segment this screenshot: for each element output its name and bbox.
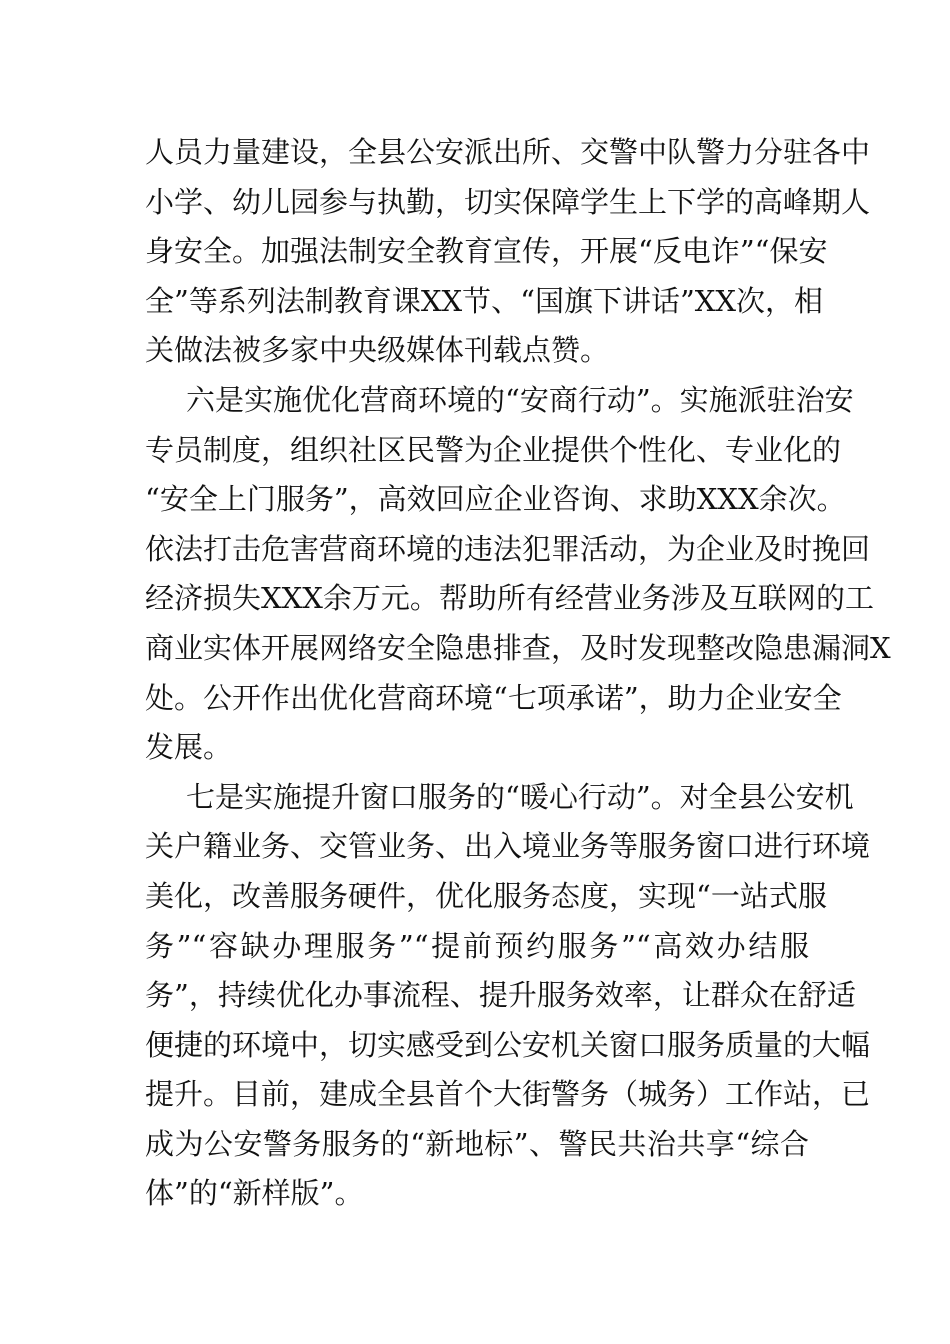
text-line: 发展。 — [145, 730, 233, 765]
text-line: 关户籍业务、交管业务、出入境业务等服务窗口进行环境 — [145, 829, 871, 864]
text-line: 务”“容缺办理服务”“提前预约服务”“高效办结服 — [145, 928, 809, 963]
text-line: 美化，改善服务硬件，优化服务态度，实现“一站式服 — [145, 878, 827, 913]
text-line: 体”的“新样版”。 — [145, 1176, 364, 1211]
text-line: 成为公安警务服务的“新地标”、警民共治共享“综合 — [145, 1126, 809, 1161]
text-line: 六是实施优化营商环境的“安商行动”。实施派驻治安 — [186, 382, 854, 417]
text-line: 便捷的环境中，切实感受到公安机关窗口服务质量的大幅 — [145, 1027, 871, 1062]
document-body — [145, 128, 891, 1219]
text-line: 经济损失XXX余万元。帮助所有经营业务涉及互联网的工 — [145, 581, 874, 616]
text-line: 务”，持续优化办事流程、提升服务效率，让群众在舒适 — [145, 978, 856, 1013]
text-line: 人员力量建设，全县公安派出所、交警中队警力分驻各中 — [145, 135, 871, 169]
paragraph-window-service — [145, 773, 871, 1219]
text-line: 专员制度，组织社区民警为企业提供个性化、专业化的 — [145, 432, 842, 467]
paragraph-continuation — [145, 128, 871, 376]
text-line: 商业实体开展网络安全隐患排查，及时发现整改隐患漏洞X — [145, 630, 891, 665]
text-line: 全”等系列法制教育课XX节、“国旗下讲话”XX次，相 — [145, 283, 824, 318]
text-line: 七是实施提升窗口服务的“暖心行动”。对全县公安机 — [186, 779, 854, 814]
text-line: 提升。目前，建成全县首个大街警务（城务）工作站，已 — [145, 1077, 871, 1112]
text-line: 身安全。加强法制安全教育宣传，开展“反电诈”“保安 — [145, 234, 828, 269]
text-line: 小学、幼儿园参与执勤，切实保障学生上下学的高峰期人 — [145, 184, 871, 219]
text-line: 依法打击危害营商环境的违法犯罪活动，为企业及时挽回 — [145, 531, 871, 566]
paragraph-business-environment — [145, 376, 891, 773]
text-line: 关做法被多家中央级媒体刊载点赞。 — [145, 333, 610, 368]
text-line: “安全上门服务”，高效回应企业咨询、求助XXX余次。 — [145, 482, 846, 517]
text-line: 处。公开作出优化营商环境“七项承诺”，助力企业安全 — [145, 680, 842, 715]
